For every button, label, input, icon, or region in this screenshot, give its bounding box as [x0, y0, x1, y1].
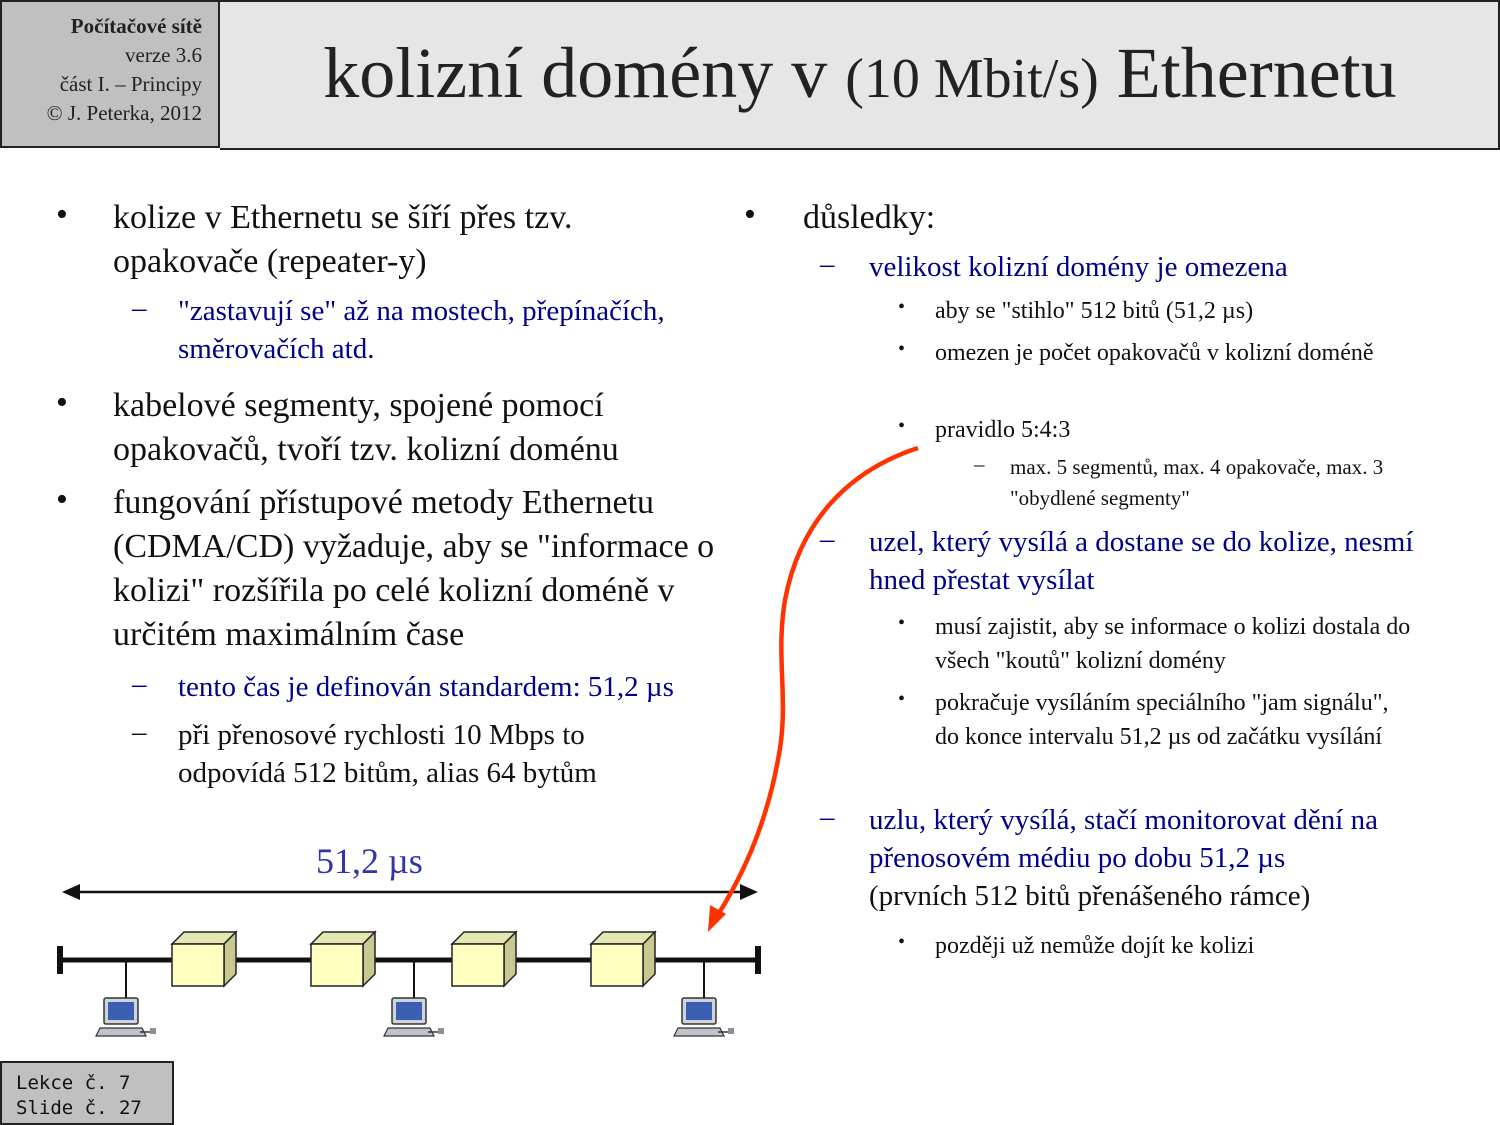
repeater-icon — [452, 932, 516, 986]
timing-label: 51,2 µs — [316, 841, 423, 881]
bullet-marker: • — [898, 931, 906, 953]
left-bullet-1: kolize v Ethernetu se šíří přes tzv. opakovače (repeater-y) — [113, 199, 573, 280]
course-name: Počítačové sítě — [70, 14, 202, 38]
bullet-marker: • — [898, 296, 906, 318]
right-item-2: omezen je počet opakovačů v kolizní doméně — [935, 340, 1374, 366]
bullet-marker: • — [898, 688, 906, 710]
version-label: verze 3.6 — [125, 43, 202, 67]
computer-icon — [674, 998, 734, 1036]
right-item-4: musí zajistit, aby se informace o kolizi dostala do všech "koutů" kolizní domény — [935, 614, 1411, 674]
bullet-marker: • — [898, 612, 906, 634]
dash-marker: – — [132, 716, 147, 748]
timing-arrow — [62, 884, 758, 900]
dash-marker: – — [974, 452, 985, 476]
right-heading: důsledky: — [803, 199, 936, 236]
repeater-icon — [311, 932, 375, 986]
title-main: kolizní domény v — [323, 33, 846, 113]
slide-footer — [0, 1061, 174, 1125]
bullet-marker: • — [898, 415, 906, 437]
bullet-marker: • — [56, 196, 68, 233]
left-sub-2: tento čas je definován standardem: 51,2 µs — [178, 671, 674, 703]
repeater-icon — [591, 932, 655, 986]
annotation-arrow — [708, 448, 918, 932]
right-rule-detail: max. 5 segmentů, max. 4 opakovače, max. 3 "obydlené segmenty" — [1010, 455, 1384, 510]
computer-icon — [384, 998, 444, 1036]
dash-marker: – — [820, 523, 835, 555]
right-item-3: pravidlo 5:4:3 — [935, 417, 1071, 443]
author-label: © J. Peterka, 2012 — [46, 101, 202, 125]
dash-marker: – — [820, 248, 835, 280]
right-item-5: pokračuje vysíláním speciálního "jam signálu", do konce intervalu 51,2 µs od začátku vysílání — [935, 690, 1389, 750]
right-sub-3-note: (prvních 512 bitů přenášeného rámce) — [869, 880, 1311, 912]
repeater-icon — [172, 932, 236, 986]
left-bullet-2: kabelové segmenty, spojené pomocí opakovačů, tvoří tzv. kolizní doménu — [113, 387, 619, 468]
dash-marker: – — [132, 292, 147, 324]
dash-marker: – — [820, 801, 835, 833]
right-sub-2: uzel, který vysílá a dostane se do kolize, nesmí hned přestat vysílat — [869, 526, 1414, 596]
bullet-marker: • — [898, 338, 906, 360]
right-item-6: později už nemůže dojít ke kolizi — [935, 933, 1255, 959]
left-sub-3: při přenosové rychlosti 10 Mbps to odpovídá 512 bitům, alias 64 bytům — [178, 719, 597, 789]
title-end: Ethernetu — [1098, 33, 1397, 113]
bullet-marker: • — [56, 481, 68, 518]
left-bullet-3: fungování přístupové metody Ethernetu (CDMA/CD) vyžaduje, aby se "informace o kolizi" rozšířila po celé kolizní doméně v určitém maximálním čase — [113, 484, 715, 653]
part-label: část I. – Principy — [59, 72, 202, 96]
computer-icon — [96, 998, 156, 1036]
slide-number: Slide č. 27 — [16, 1097, 142, 1119]
dash-marker: – — [132, 668, 147, 700]
bullet-marker: • — [56, 384, 68, 421]
lecture-label: Lekce č. 7 — [16, 1072, 131, 1094]
right-sub-1: velikost kolizní domény je omezena — [869, 251, 1288, 283]
right-item-1: aby se "stihlo" 512 bitů (51,2 µs) — [935, 298, 1254, 324]
title-paren: (10 Mbit/s) — [845, 48, 1099, 110]
right-sub-3-text: uzlu, který vysílá, stačí monitorovat dění na přenosovém médiu po dobu 51,2 µs — [869, 804, 1378, 874]
bullet-marker: • — [744, 196, 756, 233]
left-sub-1: "zastavují se" až na mostech, přepínačích, směrovačích atd. — [178, 295, 665, 365]
